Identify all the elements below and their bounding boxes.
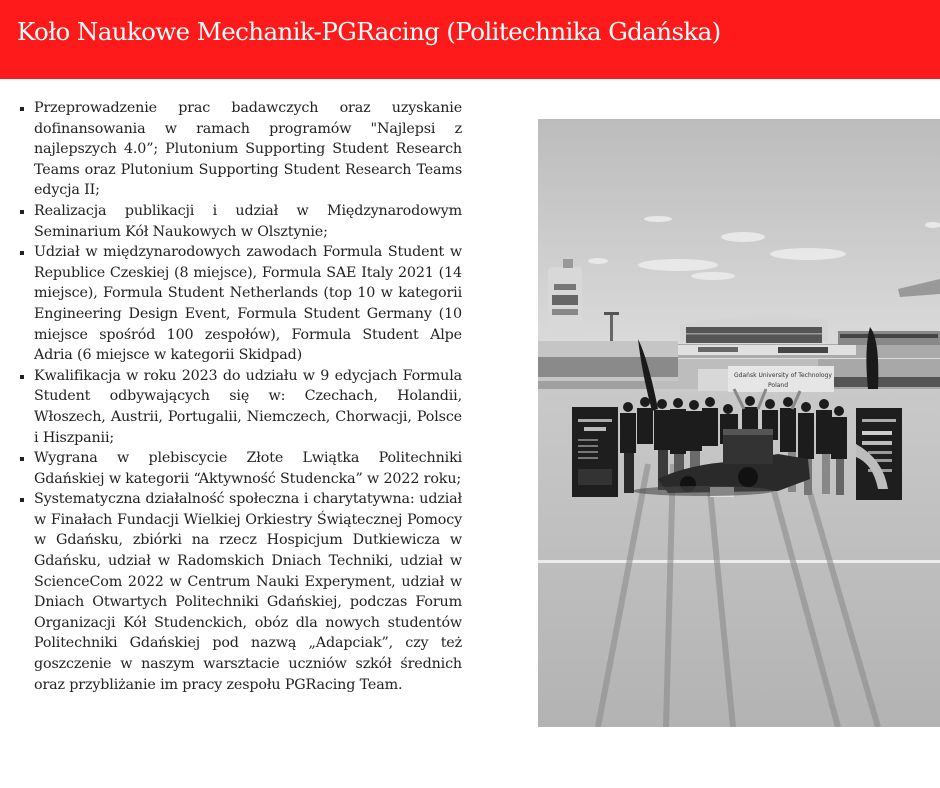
achievements-list [16,98,462,695]
left-placard [572,407,618,497]
achievements-section [16,98,462,695]
achievement-item: Wygrana w plebiscycie Złote Lwiątka Politechniki Gdańskiej w kategorii “Aktywność Studencka” w 2022 roku; [34,448,462,489]
page-title: Koło Naukowe Mechanik-PGRacing (Politechnika Gdańska) [17,17,721,46]
oil-bottle-tower [548,259,582,337]
achievement-item: Realizacja publikacji i udział w Międzynarodowym Seminarium Kół Naukowych w Olsztynie; [34,201,462,242]
banner-text-line2: Poland [768,382,789,389]
right-placard [856,408,902,500]
team-photo [538,119,940,727]
achievement-item: Kwalifikacja w roku 2023 do udziału w 9 edycjach Formula Student odbywających się w: Czechach, Holandii, Włoszech, Austrii, Portugalii, Niemczech, Chorwacji, Polsce i Hiszpanii; [34,366,462,448]
banner-text-line1: Gdańsk University of Technology [734,372,832,379]
header-bar [0,0,940,79]
achievement-item: Systematyczna działalność społeczna i charytatywna: udział w Finałach Fundacji Wielkiej Orkiestry Świątecznej Pomocy w Gdańsku, zbiórki na rzecz Hospicjum Dutkiewicza w Gdańsku, udział w Radomskich Dniach Techniki, udział w ScienceCom 2022 w Centrum Nauki Experyment, udział w Dniach Otwartych Politechniki Gdańskiej, podczas Forum Organizacji Kół Studenckich, obóz dla nowych studentów Politechniki Gdańskiej pod nazwą „Adapciak”, czy też goszczenie w naszym warsztacie uczniów szkół średnich oraz przybliżanie im pracy zespołu PGRacing Team. [34,489,462,695]
team-banner [698,366,834,392]
achievement-item: Udział w międzynarodowych zawodach Formula Student w Republice Czeskiej (8 miejsce), Formula SAE Italy 2021 (14 miejsce), Formula Student Netherlands (top 10 w kategorii Engineering Design Event, Formula Student Germany (10 miejsce spośród 100 zespołów), Formula Student Alpe Adria (6 miejsce w kategorii Skidpad) [34,242,462,366]
team-photo-illustration [538,119,940,727]
track-line [538,560,940,563]
achievement-item: Przeprowadzenie prac badawczych oraz uzyskanie dofinansowania w ramach programów "Najlepsi z najlepszych 4.0”; Plutonium Supporting Student Research Teams oraz Plutonium Supporting Student Research Teams edycja II; [34,98,462,201]
